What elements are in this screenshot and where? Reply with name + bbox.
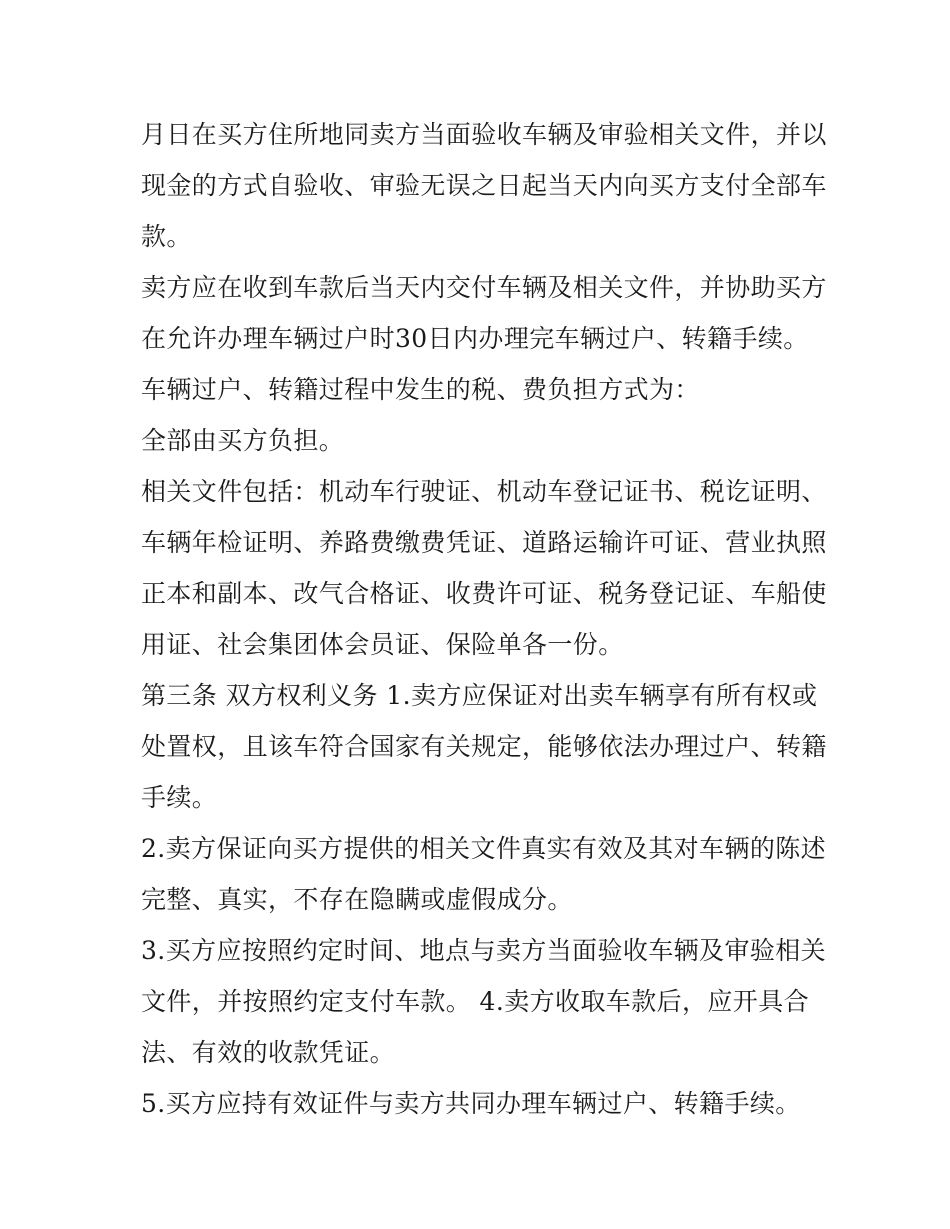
text-line: 2.卖方保证向买方提供的相关文件真实有效及其对车辆的陈述 (141, 834, 827, 863)
text-line: 款。 (141, 222, 192, 251)
text-line: 3.买方应按照约定时间、地点与卖方当面验收车辆及审验相关 (141, 936, 827, 965)
text-line: 手续。 (141, 783, 218, 812)
text-line: 全部由买方负担。 (141, 426, 345, 455)
document-body (141, 109, 827, 1129)
text-line: 第三条 双方权利义务 1.卖方应保证对出卖车辆享有所有权或 (141, 681, 818, 710)
text-line: 车辆过户、转籍过程中发生的税、费负担方式为： (141, 375, 700, 404)
text-line: 5.买方应持有效证件与卖方共同办理车辆过户、转籍手续。 (141, 1089, 801, 1118)
text-line: 现金的方式自验收、审验无误之日起当天内向买方支付全部车 (141, 171, 827, 200)
text-line: 车辆年检证明、养路费缴费凭证、道路运输许可证、营业执照 (141, 528, 827, 557)
text-line: 处置权，且该车符合国家有关规定，能够依法办理过户、转籍 (141, 732, 827, 761)
text-line: 卖方应在收到车款后当天内交付车辆及相关文件，并协助买方 (141, 273, 827, 302)
text-line: 正本和副本、改气合格证、收费许可证、税务登记证、车船使 (141, 579, 827, 608)
text-line: 相关文件包括：机动车行驶证、机动车登记证书、税讫证明、 (141, 477, 827, 506)
text-line: 完整、真实，不存在隐瞒或虚假成分。 (141, 885, 573, 914)
text-line: 用证、社会集团体会员证、保险单各一份。 (141, 630, 624, 659)
text-line: 法、有效的收款凭证。 (141, 1038, 396, 1067)
text-line: 文件，并按照约定支付车款。 4.卖方收取车款后，应开具合 (141, 987, 810, 1016)
text-line: 月日在买方住所地同卖方当面验收车辆及审验相关文件，并以 (141, 120, 827, 149)
text-line: 在允许办理车辆过户时30日内办理完车辆过户、转籍手续。 (141, 324, 809, 353)
